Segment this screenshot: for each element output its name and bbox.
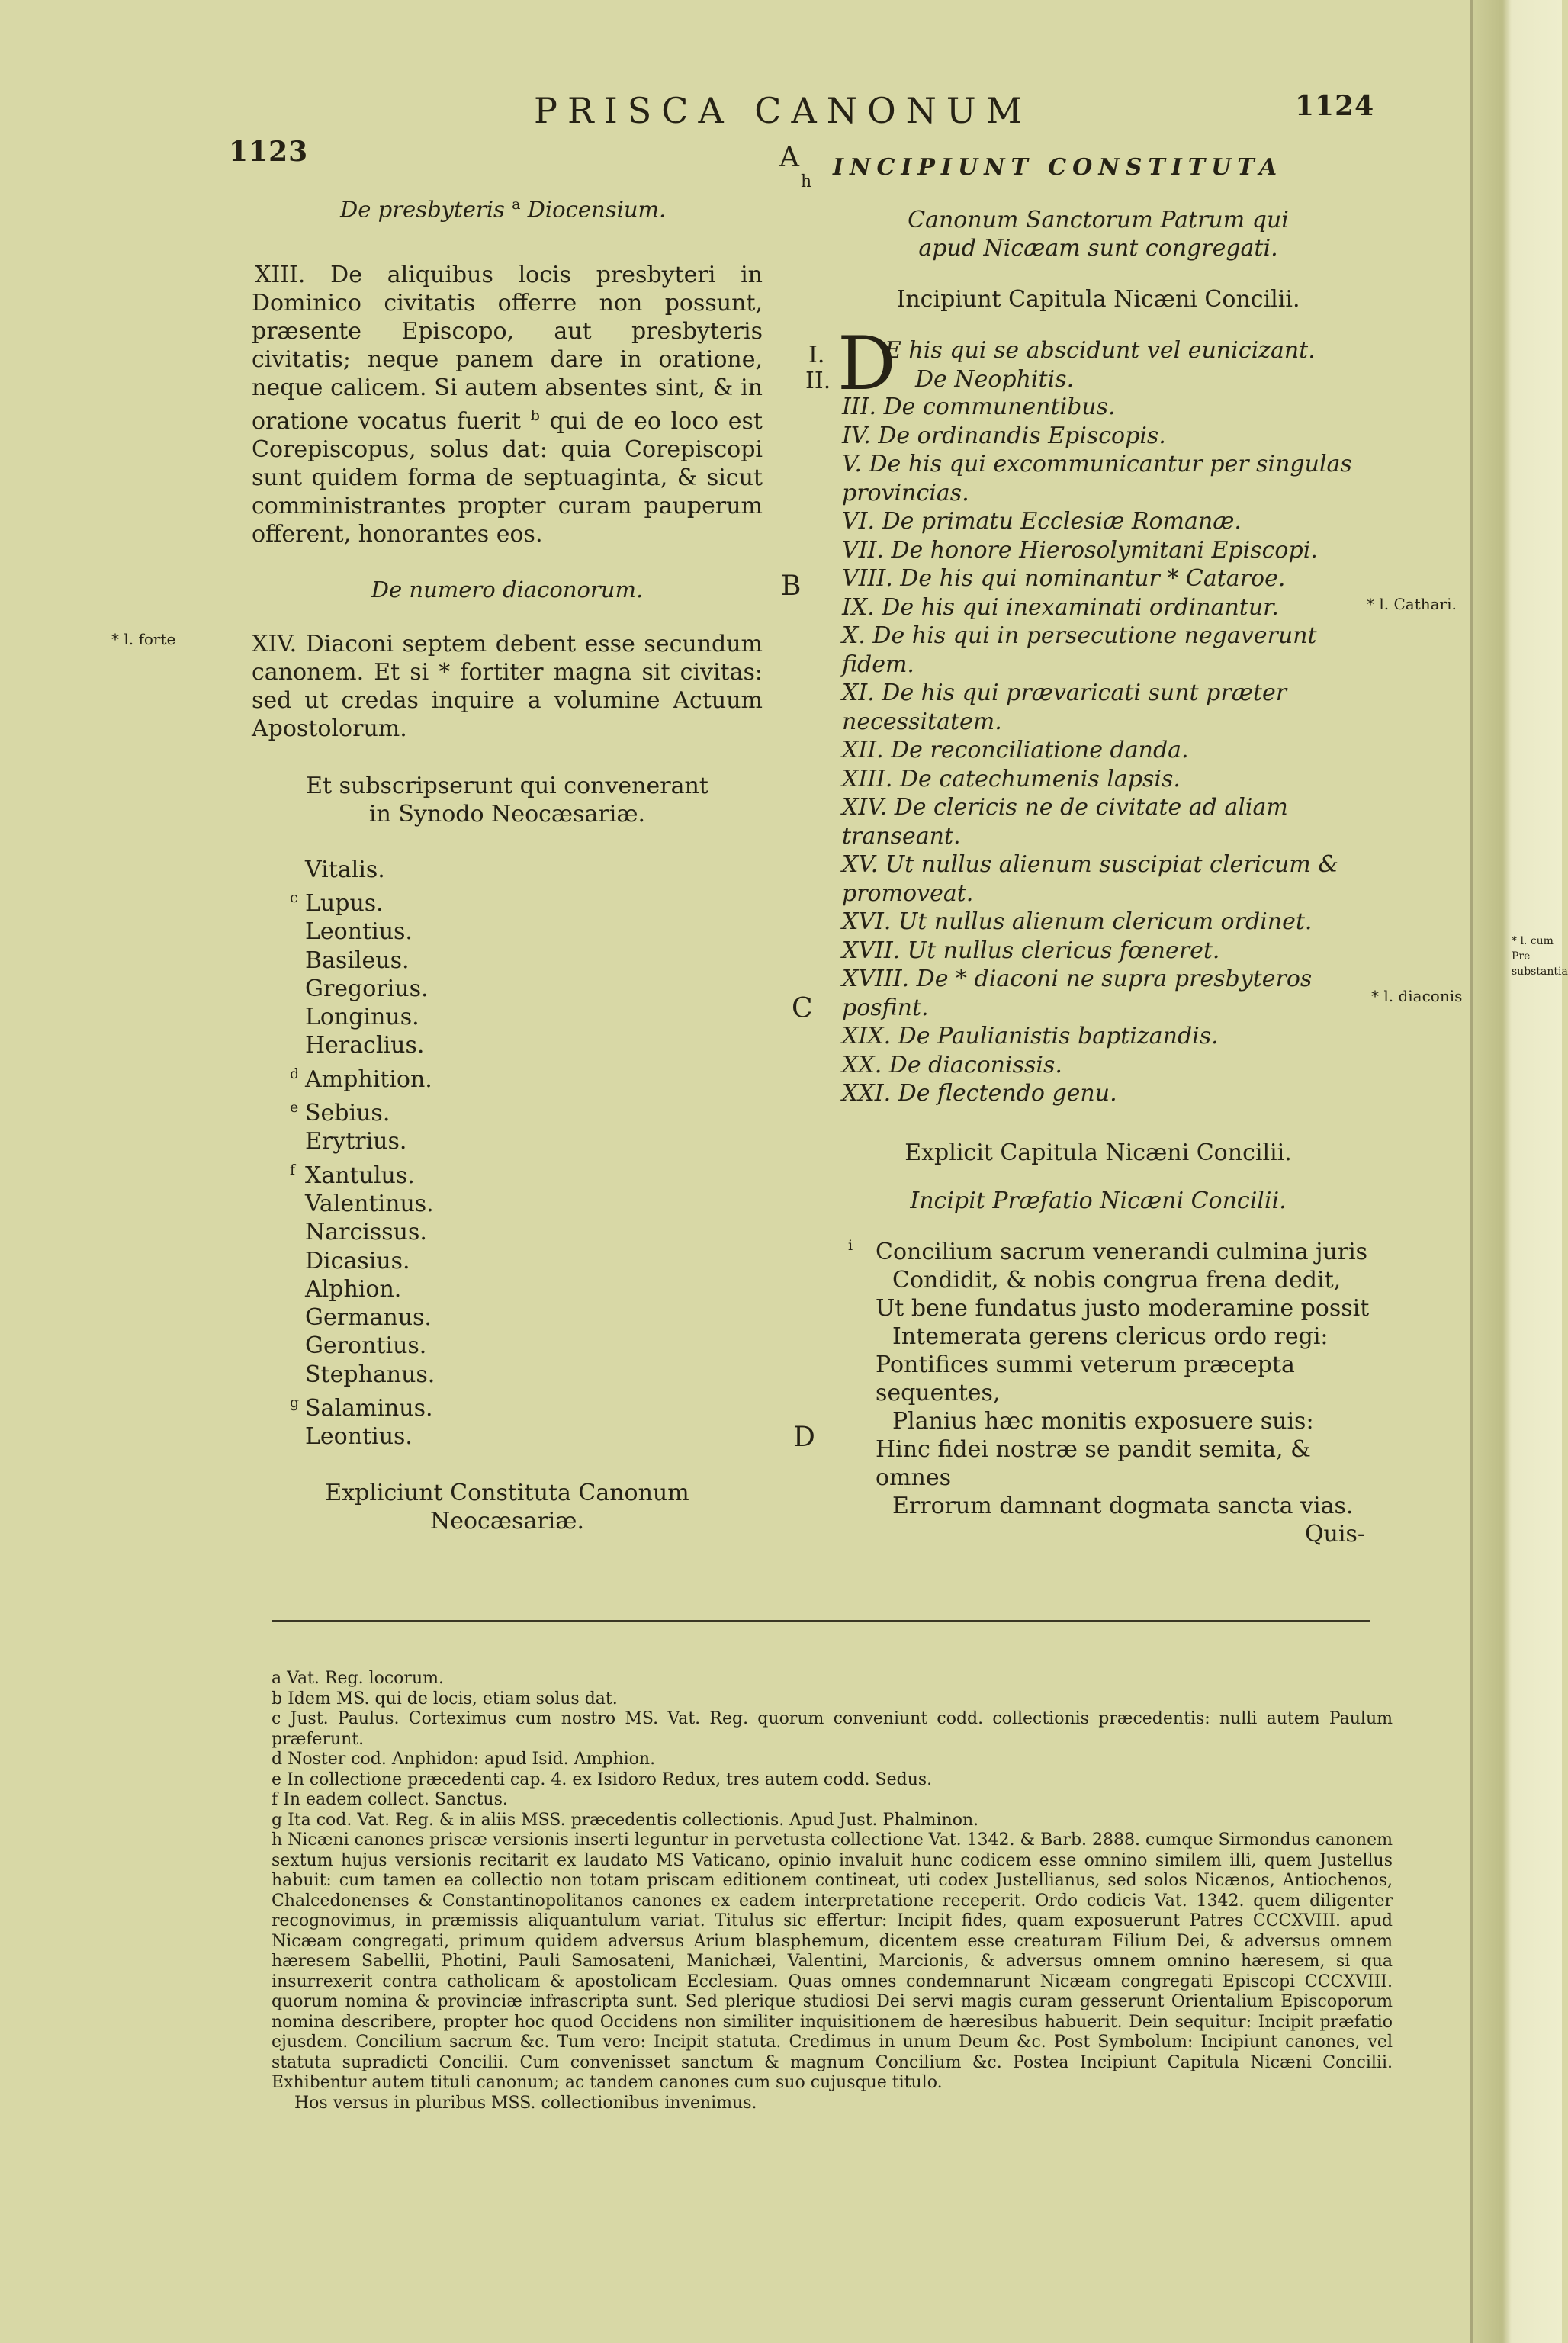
right-caption: INCIPIUNT CONSTITUTA xyxy=(833,154,1284,181)
running-title: PRISCA CANONUM xyxy=(534,90,1032,131)
signatory-name: Narcissus. xyxy=(305,1219,427,1246)
signatory-name: Gregorius. xyxy=(305,975,429,1002)
footnote-ref-i: i xyxy=(848,1236,853,1254)
verse-line: Condidit, & nobis congrua frena dedit, xyxy=(892,1266,1341,1294)
verse-line: Hinc fidei nostræ se pandit semita, & omnes xyxy=(876,1435,1311,1491)
footnote: Hos versus in pluribus MSS. collectionibus invenimus. xyxy=(294,2093,757,2113)
capitulum-item: XVI. Ut nullus alienum clericum ordinet. xyxy=(842,908,1313,935)
capitulum-item: XXI. De flectendo genu. xyxy=(842,1080,1117,1107)
canon-14-paragraph: XIV. Diaconi septem debent esse secundum canonem. Et si * fortiter magna sit civitas: sed ut credas inquire a volumine Actuum Apostolorum. xyxy=(252,630,763,742)
capitula-list xyxy=(808,393,1388,1108)
right-page-number: 1124 xyxy=(1295,90,1375,122)
verse-line: Planius hæc monitis exposuere suis: xyxy=(892,1407,1314,1435)
signatory-name: Sebius. xyxy=(305,1100,390,1127)
footnote: b Idem MS. qui de locis, etiam solus dat. xyxy=(272,1689,618,1708)
footnote: f In eadem collect. Sanctus. xyxy=(272,1790,508,1809)
capitula-title: Incipiunt Capitula Nicæni Concilii. xyxy=(896,286,1300,313)
capitulum-item: XII. De reconciliatione danda. xyxy=(842,737,1189,763)
capitulum-1: E his qui se abscidunt vel eunicizant. xyxy=(885,337,1316,364)
signatory-name: Leontius. xyxy=(305,918,413,946)
explicit-neocaesareae: Expliciunt Constituta Canonum Neocæsariæ. xyxy=(325,1479,689,1535)
signatory-name: Vitalis. xyxy=(305,856,385,883)
canon-13-paragraph xyxy=(252,261,763,548)
heading1-tail: Diocensium. xyxy=(527,196,667,223)
signatory-name: Lupus. xyxy=(305,889,384,917)
verse-line: Pontifices summi veterum præcepta sequentes, xyxy=(876,1351,1295,1406)
left-column xyxy=(252,191,763,1535)
signatory-name: Gerontius. xyxy=(305,1332,427,1360)
signatory-row xyxy=(252,1127,763,1155)
capitulum-item: XIII. De catechumenis lapsis. xyxy=(842,765,1181,792)
capitulum-item: IV. De ordinandis Episcopis. xyxy=(842,422,1166,449)
footnote-ref-b: b xyxy=(530,407,540,424)
capitulum-2: De Neophitis. xyxy=(915,366,1075,393)
footnote: h Nicæni canones priscæ versionis inserti leguntur in pervetusta collectione Vat. 1342. & Barb. 2888. cumque Sirmondus canonem sextum hujus versionis recitarit ex laudato MS Vaticano, opinio invaluit hunc codicem esse omnino similem illi, quem Justellus habuit: cum tamen ea collectio non totam priscam editionem contineat, uti codex Justellianus, sed solos Nicænos, Antiochenos, Chalcedonenses & Constantinopolitanos canones ex eadem interpretatione receperit. Ordo codicis Vat. 1342. quem diligenter recognovimus, in præmissis aliquantulum variat. Titulus sic effertur: Incipit fides, quam exposuerunt Patres CCCXVIII. apud Nicæam congregati, primum quidem adversus Arium blasphemum, dicentem esse creaturam Filium Dei, & adversus omnem hæresem Sabellii, Photini, Pauli Samosateni, Manichæi, Valentini, Marcionis, & adversus omnem omnino hæresem, si qua insurrexerit contra catholicam & apostolicam Ecclesiam. Quas omnes condemnarunt Nicæam congregati Episcopi CCCXVIII. quorum nomina & provinciæ infrascripta sunt. Sed plerique studiosi Dei servi magis curam gesserunt Orientalium Episcoporum nomina describere, propter hoc quod Occidens non similiter inquisitionem de hæresibus habuerit. Dein sequitur: Incipit præfatio ejusdem. Concilium sacrum &c. Tum vero: Incipit statuta. Credimus in unum Deum &c. Post Symbolum: Incipiunt canones, vel statuta supradicti Concilii. Cum convenisset sanctum & magnum Concilium &c. Postea Incipiunt Capitula Nicæni Concilii. Exhibentur autem tituli canonum; ac tandem canones cum suo cujusque titulo. xyxy=(272,1830,1393,2092)
signatory-row xyxy=(252,1422,763,1451)
margin-note-diaconis: * l. diaconis xyxy=(1371,987,1463,1005)
signatory-note: d xyxy=(290,1065,300,1082)
capitulum-item: III. De communentibus. xyxy=(842,394,1116,420)
footnote-divider xyxy=(272,1620,1370,1622)
capitulum-item: X. De his qui in persecutione negaverunt fidem. xyxy=(842,622,1317,678)
signatory-row xyxy=(252,1389,763,1422)
heading-presbyteris xyxy=(340,191,763,224)
footnote: d Noster cod. Anphidon: apud Isid. Amphion. xyxy=(272,1750,656,1769)
left-page-number: 1123 xyxy=(229,136,309,168)
signatory-row xyxy=(252,1156,763,1190)
signatory-name: Salaminus. xyxy=(305,1395,433,1422)
signatory-name: Basileus. xyxy=(305,947,410,974)
heading-diaconorum: De numero diaconorum. xyxy=(371,576,644,603)
subscribed-heading: Et subscripserunt qui convenerant in Synodo Neocæsariæ. xyxy=(306,772,708,828)
signatory-row xyxy=(252,1094,763,1127)
signatory-row xyxy=(252,1031,763,1059)
signatory-row xyxy=(252,884,763,918)
signatory-row xyxy=(252,1247,763,1275)
capitulum-item: XV. Ut nullus alienum suscipiat clericum & promoveat. xyxy=(842,851,1338,907)
section-letter-b: B xyxy=(781,570,802,602)
signatory-note: c xyxy=(290,889,298,906)
caption-note: h xyxy=(801,172,812,191)
section-letter-a: A xyxy=(779,142,799,173)
signatory-name: Heraclius. xyxy=(305,1032,425,1059)
praefatio-title: Incipit Præfatio Nicæni Concilii. xyxy=(910,1187,1287,1214)
capitulum-item: V. De his qui excommunicantur per singulas provincias. xyxy=(842,451,1352,506)
footnote: g Ita cod. Vat. Reg. & in aliis MSS. præcedentis collectionis. Apud Just. Phalminon. xyxy=(272,1810,979,1830)
verse-list xyxy=(808,1238,1388,1520)
signatory-row xyxy=(252,1003,763,1031)
constituta-intro: Canonum Sanctorum Patrum qui apud Nicæam sunt congregati. xyxy=(908,207,1289,262)
capitulum-item: VII. De honore Hierosolymitani Episcopi. xyxy=(842,536,1318,564)
footnote-ref-a: a xyxy=(512,196,521,213)
capitulum-item: VIII. De his qui nominantur * Cataroe. xyxy=(842,565,1286,592)
capitulum-item: VI. De primatu Ecclesiæ Romanæ. xyxy=(842,508,1242,535)
section-letter-c: C xyxy=(792,993,813,1024)
heading1-text: De presbyteris xyxy=(340,196,505,223)
verse-line: Intemerata gerens clericus ordo regi: xyxy=(892,1323,1329,1350)
binding-shadow xyxy=(1470,0,1473,2343)
capitulum-item: XIV. De clericis ne de civitate ad aliam transeant. xyxy=(842,794,1288,850)
section-letter-d: D xyxy=(793,1422,815,1453)
signatories-list xyxy=(252,856,763,1451)
signatory-note: f xyxy=(290,1161,296,1178)
signatory-name: Valentinus. xyxy=(305,1190,434,1217)
signatory-name: Erytrius. xyxy=(305,1128,407,1155)
initial-capital: D xyxy=(837,321,896,407)
verse-line: Ut bene fundatus justo moderamine possit xyxy=(876,1294,1370,1322)
page-gutter xyxy=(1470,0,1568,2343)
signatory-row xyxy=(252,1361,763,1389)
signatory-row xyxy=(252,1190,763,1218)
explicit-capitula: Explicit Capitula Nicæni Concilii. xyxy=(904,1139,1292,1166)
capitulum-item: XIX. De Paulianistis baptizandis. xyxy=(842,1023,1219,1049)
capitulum-item: IX. De his qui inexaminati ordinantur. xyxy=(842,593,1279,621)
signatory-row xyxy=(252,1275,763,1303)
signatory-name: Amphition. xyxy=(305,1065,432,1093)
footnote: c Just. Paulus. Corteximus cum nostro MS. Vat. Reg. quorum conveniunt codd. collectionis præcedentis: nulli autem Paulum præferunt. xyxy=(272,1709,1393,1749)
signatory-note: e xyxy=(290,1099,299,1117)
right-column xyxy=(805,206,1388,1548)
signatory-name: Longinus. xyxy=(305,1004,419,1031)
signatory-note: g xyxy=(290,1394,300,1411)
signatory-row xyxy=(252,1218,763,1246)
capitulum-item: XVII. Ut nullus clericus fœneret. xyxy=(842,937,1220,964)
signatory-row xyxy=(252,1332,763,1360)
catchword: Quis- xyxy=(1304,1520,1365,1548)
signatory-row xyxy=(252,947,763,975)
capitulum-item: XI. De his qui prævaricati sunt præter necessitatem. xyxy=(842,680,1287,735)
signatory-name: Xantulus. xyxy=(305,1162,415,1189)
signatory-row xyxy=(252,1060,763,1094)
canon-13-text: XIII. De aliquibus locis presbyteri in Dominico civitatis offerre non possunt, præsente Episcopo, aut presbyteris civitatis; neque panem dare in oratione, neque calicem. Si autem absentes sint, & in oratione vocatus fuerit xyxy=(252,261,763,435)
margin-note-cathari: * l. Cathari. xyxy=(1367,595,1457,613)
numeral-2: II. xyxy=(805,368,831,394)
signatory-name: Stephanus. xyxy=(305,1361,435,1388)
capitulum-item: XX. De diaconissis. xyxy=(842,1051,1062,1078)
signatory-name: Germanus. xyxy=(305,1304,432,1332)
footnotes xyxy=(272,1669,1393,2113)
signatory-row xyxy=(252,1303,763,1332)
footnote: a Vat. Reg. locorum. xyxy=(272,1669,444,1688)
signatory-row xyxy=(252,975,763,1003)
verse-line: Errorum damnant dogmata sancta vias. xyxy=(892,1492,1354,1519)
signatory-name: Leontius. xyxy=(305,1423,413,1451)
verse-block xyxy=(808,1238,1388,1520)
capitulum-item: XVIII. De * diaconi ne supra presbyteros posfint. xyxy=(842,966,1313,1021)
edge-note: * l. cum Pre substantia xyxy=(1512,935,1568,978)
verse-line: Concilium sacrum venerandi culmina juris xyxy=(876,1238,1368,1265)
numeral-1: I. xyxy=(808,342,825,368)
margin-note-forte: * l. forte xyxy=(111,630,176,648)
canon-13-tail: qui de eo loco est Corepiscopus, solus dat: quia Corepiscopi sunt quidem forma de septuaginta, & sicut comministrantes propter curam pauperum offerent, honorantes eos. xyxy=(252,407,763,548)
signatory-name: Alphion. xyxy=(305,1275,402,1303)
footnote: e In collectione præcedenti cap. 4. ex Isidoro Redux, tres autem codd. Sedus. xyxy=(272,1769,933,1789)
signatory-row xyxy=(252,856,763,884)
signatory-row xyxy=(252,918,763,946)
signatory-name: Dicasius. xyxy=(305,1247,410,1274)
